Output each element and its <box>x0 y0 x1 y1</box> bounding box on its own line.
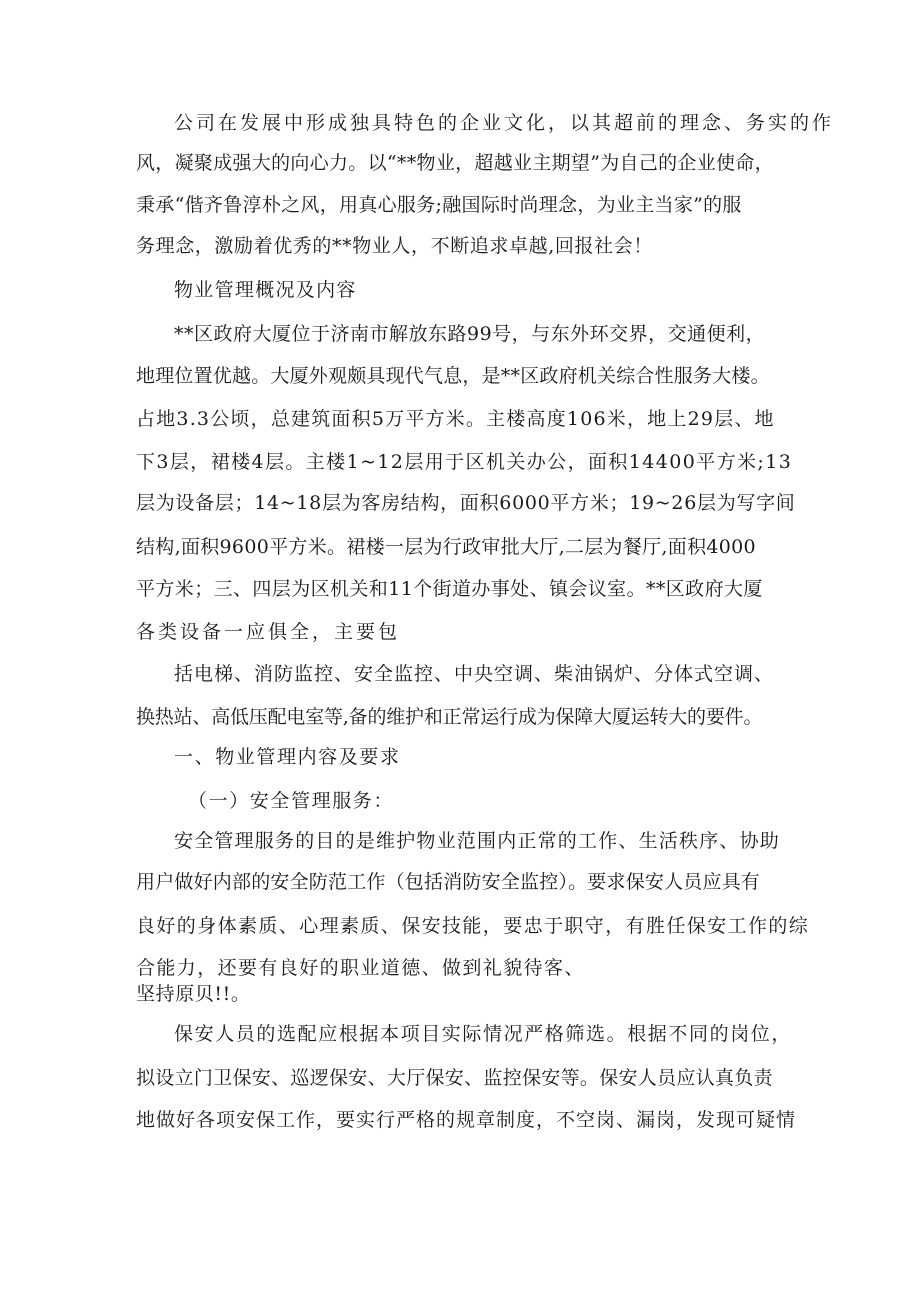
paragraph-line: 括电梯、消防监控、安全监控、中央空调、柴油锅炉、分体式空调、 <box>174 663 775 685</box>
paragraph-line: 用户做好内部的安全防范工作（包括消防安全监控）。要求保安人员应具有 <box>136 871 761 893</box>
paragraph-line: 务理念，激励着优秀的**物业人，不断追求卓越,回报社会！ <box>136 235 653 257</box>
paragraph-line: 地理位置优越。大厦外观颇具现代气息，是**区政府机关综合性服务大楼。 <box>136 365 770 387</box>
paragraph-line: 风，凝聚成强大的向心力。以“**物业，超越业主期望”为自己的企业使命， <box>136 152 774 174</box>
paragraph-line: 平方米；三、四层为区机关和11个街道办事处、镇会议室。**区政府大厦 <box>136 578 763 600</box>
paragraph-line: 下3层，裙楼4层。主楼1~12层用于区机关办公，面积14400平方米;13 <box>136 451 793 473</box>
paragraph-line: 公司在发展中形成独具特色的企业文化，以其超前的理念、务实的作 <box>174 112 835 134</box>
paragraph-line: 换热站、高低压配电室等,备的维护和正常运行成为保障大厦运转大的要件。 <box>136 706 763 728</box>
paragraph-line: 各类设备一应俱全，主要包 <box>136 621 401 643</box>
paragraph-line: 层为设备层；14~18层为客房结构，面积6000平方米；19~26层为写字间 <box>136 492 796 514</box>
paragraph-line: 秉承“偕齐鲁淳朴之风，用真心服务;融国际时尚理念，为业主当家”的服 <box>136 194 742 216</box>
paragraph-line: 坚持原贝!!。 <box>136 983 251 1005</box>
paragraph-line: 良好的身体素质、心理素质、保安技能，要忠于职守，有胜任保安工作的综 <box>136 915 810 937</box>
paragraph-line: 结构,面积9600平方米。裙楼一层为行政审批大厅,二层为餐厅,面积4000 <box>136 536 756 558</box>
section-heading: 一、物业管理内容及要求 <box>174 746 401 768</box>
paragraph-line: **区政府大厦位于济南市解放东路99号，与东外环交界，交通便利， <box>174 323 766 345</box>
section-heading: 物业管理概况及内容 <box>174 279 357 301</box>
paragraph-line: 保安人员的选配应根据本项目实际情况严格筛选。根据不同的岗位， <box>174 1023 793 1045</box>
paragraph-line: 安全管理服务的目的是维护物业范围内正常的工作、生活秩序、协助 <box>174 830 781 852</box>
paragraph-line: 地做好各项安保工作，要实行严格的规章制度，不空岗、漏岗，发现可疑情 <box>136 1109 797 1131</box>
paragraph-line: 拟设立门卫保安、巡逻保安、大厅保安、监控保安等。保安人员应认真负责 <box>136 1067 773 1089</box>
subsection-heading: （一）安全管理服务： <box>188 790 395 812</box>
paragraph-line: 占地3.3公顷，总建筑面积5万平方米。主楼高度106米，地上29层、地 <box>136 408 775 430</box>
paragraph-line: 合能力，还要有良好的职业道德、做到礼貌待客、 <box>136 957 585 979</box>
